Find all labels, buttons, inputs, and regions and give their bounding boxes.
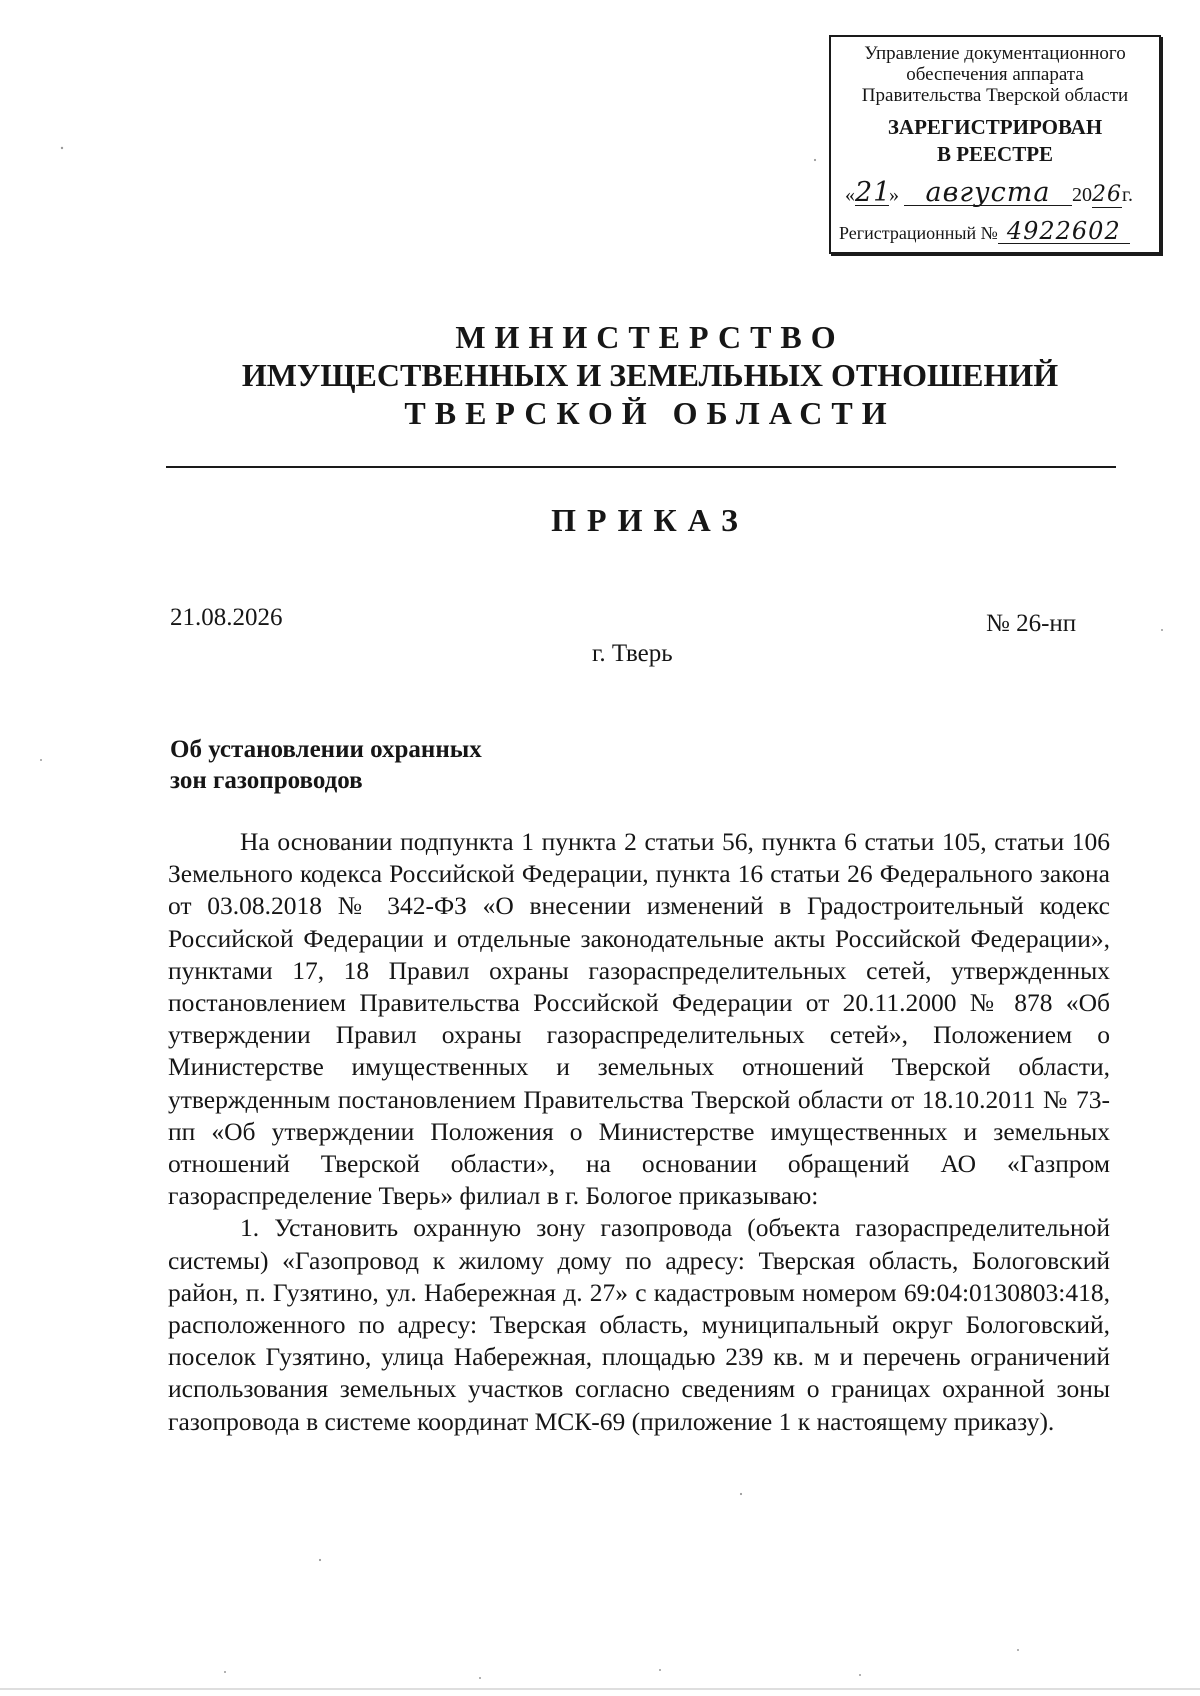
stamp-year-handwritten: 26: [1092, 182, 1122, 207]
stamp-year-marker: г.: [1122, 184, 1133, 206]
order-number: № 26-нп: [986, 610, 1077, 637]
ministry-line-1: МИНИСТЕРСТВО: [455, 319, 845, 355]
ministry-line-2: ИМУЩЕСТВЕННЫХ И ЗЕМЕЛЬНЫХ ОТНОШЕНИЙ: [241, 357, 1059, 393]
stamp-month-handwritten: августа: [904, 181, 1072, 206]
stamp-day-handwritten: 21: [855, 177, 892, 208]
ministry-line-3: ТВЕРСКОЙ ОБЛАСТИ: [404, 395, 896, 431]
stamp-close-quote: »: [889, 184, 899, 206]
stamp-registered-text: [831, 114, 1159, 168]
document-type-title: ПРИКАЗ: [551, 502, 749, 538]
stamp-org-line-2: обеспечения аппарата: [906, 64, 1084, 85]
body-paragraph-item-1: 1. Установить охранную зону газопровода (объекта газораспределительной системы) «Газопровод к жилому дому по адресу: Тверская область, Бологовский район, п. Гузятино, ул. Набережная д. 27» с кадастровым номером 69:04:0130803:418, расположенного по адресу: Тверская область, муниципальный округ Бологовский, поселок Гузятино, улица Набережная, площадью 239 кв. м и перечень ограничений использования земельных участков согласно сведениям о границах охранной зоны газопровода в системе координат МСК-69 (приложение 1 к настоящему приказу).: [168, 1213, 1110, 1436]
order-city: г. Тверь: [592, 640, 673, 667]
stamp-date: [845, 177, 1149, 213]
stamp-registered-line-2: В РЕЕСТРЕ: [936, 142, 1054, 166]
stamp-organization: [831, 43, 1159, 106]
body-paragraph-basis: На основании подпункта 1 пункта 2 статьи 56, пункта 6 статьи 105, статьи 106 Земельного кодекса Российской Федерации, пункта 16 статьи 26 Федерального закона от 03.08.2018 № 342-ФЗ «О внесении изменений в Градостроительный кодекс Российской Федерации и отдельные законодательные акты Российской Федерации», пунктами 17, 18 Правил охраны газораспределительных сетей, утвержденных постановлением Правительства Российской Федерации от 20.11.2000 № 878 «Об утверждении Правил охраны газораспределительных сетей», Положением о Министерстве имущественных и земельных отношений Тверской области, утвержденным постановлением Правительства Тверской области от 18.10.2011 № 73-пп «Об утверждении Положения о Министерстве имущественных и земельных отношений Тверской области», на основании обращений АО «Газпром газораспределение Тверь» филиал в г. Бологое приказываю:: [168, 827, 1110, 1211]
subject-line-2: зон газопроводов: [170, 767, 363, 794]
registration-stamp: [829, 35, 1161, 254]
ministry-header: [160, 318, 1140, 432]
subject-line-1: Об установлении охранных: [170, 736, 482, 763]
stamp-year-prefix: 20: [1072, 184, 1092, 206]
header-divider: [166, 466, 1116, 468]
stamp-org-line-1: Управление документационного: [864, 43, 1126, 64]
stamp-open-quote: «: [845, 184, 855, 206]
stamp-regnum-handwritten: 4922602: [998, 219, 1130, 244]
stamp-registration-number: [839, 219, 1157, 244]
order-date: 21.08.2026: [170, 604, 283, 631]
order-subject: [170, 734, 482, 796]
stamp-org-line-3: Правительства Тверской области: [861, 85, 1129, 106]
order-body: [168, 826, 1110, 1438]
stamp-regnum-label: Регистрационный №: [839, 223, 998, 243]
stamp-registered-line-1: ЗАРЕГИСТРИРОВАН: [887, 115, 1103, 139]
